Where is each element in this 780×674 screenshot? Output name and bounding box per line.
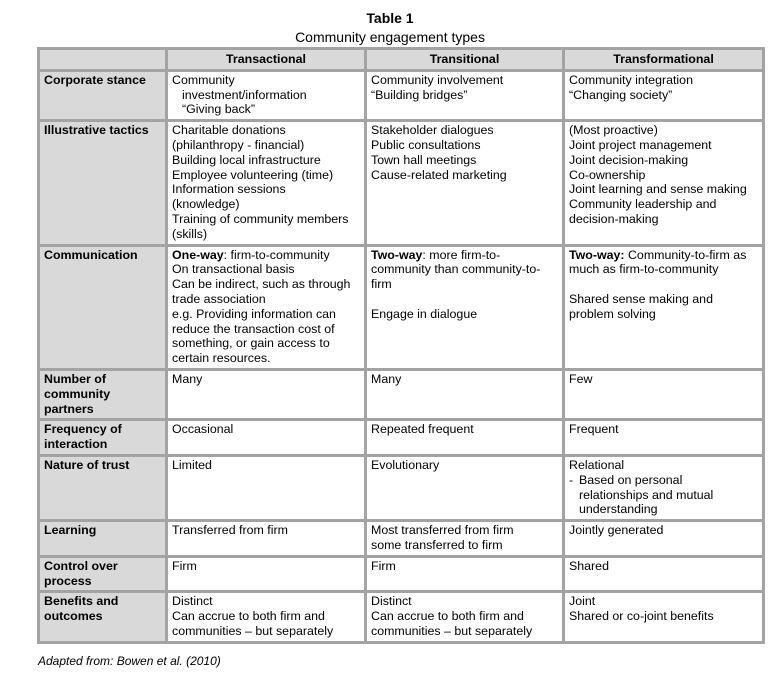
cell-line: [569, 559, 758, 574]
cell-line: [371, 168, 558, 183]
row-header-line: community: [44, 386, 111, 401]
cell-line: [172, 292, 360, 307]
row-header-line: interaction: [44, 437, 108, 452]
cell-text: Community-to-firm as: [624, 247, 747, 262]
row-header: [39, 592, 167, 642]
cell-text: (knowledge): [172, 197, 240, 212]
cell-line: [172, 458, 360, 473]
cell-line: [172, 212, 360, 227]
row-header-line: Benefits and: [44, 594, 119, 609]
cell-line: [172, 277, 360, 292]
cell-text: much as firm-to-community: [569, 262, 719, 277]
column-header: Transactional: [167, 49, 366, 71]
row-header: [39, 556, 167, 592]
cell-text: problem solving: [569, 306, 656, 321]
cell-text: Can be indirect, such as through: [172, 277, 351, 292]
cell-text: Relational: [569, 457, 625, 472]
cell-text: Can accrue to both firm and: [371, 609, 524, 624]
table-cell: [366, 521, 564, 557]
cell-text: Joint learning and sense making: [569, 182, 747, 197]
cell-line: [569, 594, 758, 609]
table-cell: [564, 521, 764, 557]
cell-text: Community integration: [569, 72, 693, 87]
cell-text: Town hall meetings: [371, 152, 477, 167]
cell-text: Jointly generated: [569, 523, 664, 538]
cell-text: Can accrue to both firm and: [172, 609, 325, 624]
row-header: [39, 521, 167, 557]
cell-line: [371, 248, 558, 263]
row-header-line: Illustrative tactics: [44, 123, 149, 138]
cell-emphasis: One-way: [172, 247, 224, 262]
cell-line: [371, 88, 558, 103]
cell-text: something, or gain access to: [172, 336, 330, 351]
table-cell: [366, 556, 564, 592]
table-cell: [366, 70, 564, 120]
table-cell: [167, 121, 366, 245]
cell-line: [172, 153, 360, 168]
cell-line: [371, 307, 558, 322]
cell-line: [172, 102, 360, 117]
cell-line: [172, 307, 360, 322]
cell-text: investment/information: [182, 87, 307, 102]
row-header-line: Frequency of: [44, 422, 122, 437]
table-cell: [564, 121, 764, 245]
cell-text: Co-ownership: [569, 167, 646, 182]
cell-line: [172, 248, 360, 263]
cell-line: [371, 138, 558, 153]
cell-line: [371, 559, 558, 574]
cell-line: [569, 372, 758, 387]
cell-text: Transferred from firm: [172, 523, 288, 538]
cell-line: [172, 182, 360, 197]
table-cell: [167, 245, 366, 369]
cell-text: (philanthropy - financial): [172, 137, 305, 152]
cell-text: Distinct: [371, 594, 412, 609]
cell-line: [569, 292, 758, 307]
cell-text: Engage in dialogue: [371, 306, 478, 321]
cell-line: [569, 262, 758, 277]
cell-text: : more firm-to-: [422, 247, 501, 262]
cell-line: [172, 609, 360, 624]
cell-line: [172, 559, 360, 574]
table-cell: [167, 369, 366, 419]
cell-line: [172, 322, 360, 337]
cell-line: [371, 609, 558, 624]
cell-line: [371, 458, 558, 473]
cell-text: communities – but separately: [172, 623, 334, 638]
cell-text: “Building bridges”: [371, 87, 468, 102]
table-row: [39, 556, 764, 592]
table-cell: [564, 420, 764, 456]
cell-line: [569, 458, 758, 473]
cell-line: [569, 153, 758, 168]
cell-line: [569, 248, 758, 263]
cell-text: Building local infrastructure: [172, 152, 321, 167]
row-header-line: Nature of trust: [44, 457, 130, 472]
cell-text: Shared or co-joint benefits: [569, 609, 714, 624]
table-row: [39, 592, 764, 642]
cell-line: [172, 197, 360, 212]
header-row: [39, 49, 764, 71]
cell-line: [569, 168, 758, 183]
table-row: [39, 521, 764, 557]
table-cell: [564, 245, 764, 369]
cell-text: Community leadership and: [569, 197, 717, 212]
cell-text: Shared sense making and: [569, 291, 713, 306]
cell-text: : firm-to-community: [223, 247, 330, 262]
table-source-caption: Adapted from: Bowen et al. (2010): [38, 654, 221, 668]
cell-line: [569, 138, 758, 153]
table-cell: [167, 521, 366, 557]
cell-line: [172, 624, 360, 639]
column-header: Transitional: [366, 49, 564, 71]
table-title: Table 1: [366, 10, 414, 26]
row-header: [39, 121, 167, 245]
cell-text: Limited: [172, 457, 212, 472]
cell-line: [172, 351, 360, 366]
cell-line: [569, 523, 758, 538]
cell-line: [569, 123, 758, 138]
row-header-line: partners: [44, 401, 94, 416]
cell-line: [569, 473, 758, 488]
cell-line: [569, 212, 758, 227]
cell-text: “Giving back”: [182, 102, 255, 117]
cell-line: [371, 594, 558, 609]
cell-text: Many: [172, 371, 203, 386]
cell-text: Based on personal: [579, 472, 683, 487]
cell-text: Evolutionary: [371, 457, 440, 472]
cell-line: [172, 336, 360, 351]
cell-line: [569, 488, 758, 503]
cell-text: On transactional basis: [172, 262, 295, 277]
cell-line: [172, 372, 360, 387]
row-header-line: Learning: [44, 523, 97, 538]
table-cell: [366, 369, 564, 419]
cell-line: [569, 88, 758, 103]
table-row: [39, 70, 764, 120]
column-header: Transformational: [564, 49, 764, 71]
cell-text: relationships and mutual: [579, 487, 714, 502]
table-cell: [366, 592, 564, 642]
cell-line: [172, 262, 360, 277]
cell-text: Joint decision-making: [569, 152, 689, 167]
cell-line: [371, 372, 558, 387]
cell-text: decision-making: [569, 211, 659, 226]
cell-text: some transferred to firm: [371, 537, 503, 552]
cell-line: [569, 307, 758, 322]
cell-text: Firm: [371, 558, 396, 573]
row-header-line: Control over: [44, 558, 118, 573]
cell-line: [172, 88, 360, 103]
cell-line: [569, 73, 758, 88]
cell-line: [172, 123, 360, 138]
table-cell: [366, 455, 564, 520]
table-row: [39, 455, 764, 520]
cell-text: Information sessions: [172, 182, 286, 197]
cell-text: e.g. Providing information can: [172, 306, 336, 321]
cell-line: [172, 523, 360, 538]
table-cell: [167, 420, 366, 456]
cell-line: [371, 73, 558, 88]
cell-text: Repeated frequent: [371, 422, 474, 437]
cell-text: reduce the transaction cost of: [172, 321, 335, 336]
cell-line: [569, 197, 758, 212]
row-header-line: Number of: [44, 371, 106, 386]
blank-line: [371, 292, 558, 307]
cell-line: [371, 153, 558, 168]
table-cell: [366, 420, 564, 456]
cell-text: Cause-related marketing: [371, 167, 507, 182]
cell-text: Charitable donations: [172, 123, 286, 138]
cell-text: Few: [569, 371, 593, 386]
table-cell: [167, 70, 366, 120]
engagement-types-table: [37, 47, 765, 644]
table-cell: [564, 455, 764, 520]
cell-text: trade association: [172, 291, 266, 306]
table-subtitle: Community engagement types: [295, 29, 485, 45]
cell-line: [371, 123, 558, 138]
row-header-line: process: [44, 573, 92, 588]
table-row: [39, 369, 764, 419]
cell-line: [569, 422, 758, 437]
cell-line: [371, 523, 558, 538]
table-cell: [366, 245, 564, 369]
cell-text: understanding: [579, 502, 658, 517]
row-header-line: Communication: [44, 247, 138, 262]
table-cell: [167, 455, 366, 520]
cell-text: Community: [172, 72, 235, 87]
cell-line: [172, 168, 360, 183]
cell-line: [371, 277, 558, 292]
cell-line: [172, 227, 360, 242]
cell-text: Community involvement: [371, 72, 504, 87]
table-cell: [564, 369, 764, 419]
cell-text: Frequent: [569, 422, 619, 437]
cell-text: Joint: [569, 594, 596, 609]
cell-text: Firm: [172, 558, 197, 573]
cell-text: Many: [371, 371, 402, 386]
table-cell: [167, 592, 366, 642]
table-row: [39, 420, 764, 456]
table-cell: [366, 121, 564, 245]
cell-text: (Most proactive): [569, 123, 658, 138]
row-header: [39, 70, 167, 120]
cell-text: (skills): [172, 226, 208, 241]
cell-text: Most transferred from firm: [371, 523, 514, 538]
cell-line: [172, 422, 360, 437]
table-cell: [564, 556, 764, 592]
cell-text: Public consultations: [371, 137, 481, 152]
cell-text: Occasional: [172, 422, 234, 437]
row-header-line: Corporate stance: [44, 72, 146, 87]
cell-text: firm: [371, 277, 392, 292]
cell-text: communities – but separately: [371, 623, 533, 638]
table-cell: [564, 592, 764, 642]
cell-line: [172, 73, 360, 88]
cell-text: community than community-to-: [371, 262, 541, 277]
cell-line: [569, 182, 758, 197]
cell-text: Distinct: [172, 594, 213, 609]
column-header: [39, 49, 167, 71]
cell-text: certain resources.: [172, 351, 271, 366]
cell-line: [371, 422, 558, 437]
table-row: [39, 121, 764, 245]
row-header: [39, 245, 167, 369]
cell-text: Employee volunteering (time): [172, 167, 334, 182]
cell-emphasis: Two-way: [371, 247, 423, 262]
list-dash: -: [569, 472, 574, 487]
cell-line: [569, 502, 758, 517]
row-header: [39, 455, 167, 520]
cell-line: [172, 138, 360, 153]
cell-line: [371, 624, 558, 639]
table-row: [39, 245, 764, 369]
cell-text: “Changing society”: [569, 87, 673, 102]
row-header-line: outcomes: [44, 609, 103, 624]
row-header: [39, 420, 167, 456]
cell-line: [371, 538, 558, 553]
table-cell: [167, 556, 366, 592]
cell-emphasis: Two-way:: [569, 247, 625, 262]
blank-line: [569, 277, 758, 292]
cell-text: Training of community members: [172, 211, 349, 226]
cell-text: Shared: [569, 558, 609, 573]
cell-line: [371, 262, 558, 277]
cell-line: [569, 609, 758, 624]
table-cell: [564, 70, 764, 120]
row-header: [39, 369, 167, 419]
cell-text: Stakeholder dialogues: [371, 123, 494, 138]
cell-line: [172, 594, 360, 609]
cell-text: Joint project management: [569, 137, 712, 152]
